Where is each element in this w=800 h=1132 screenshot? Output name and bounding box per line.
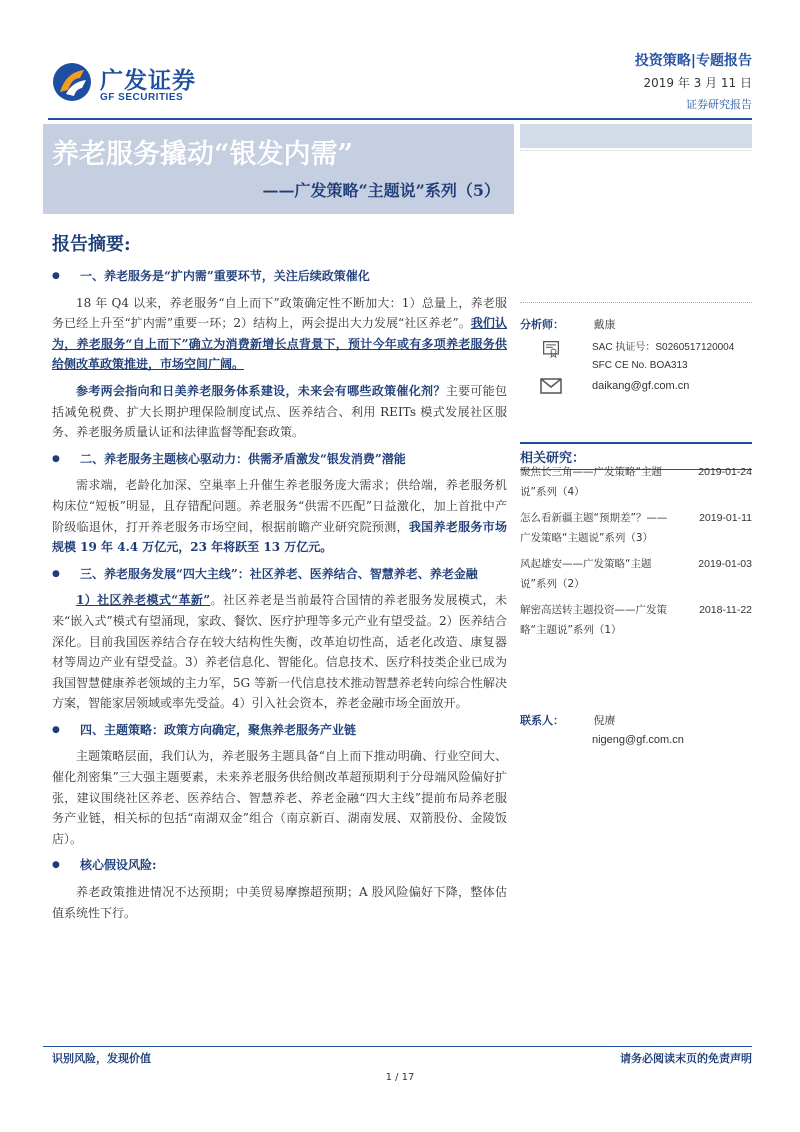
section-bullet: ● 一、养老服务是“扩内需”重要环节，关注后续政策催化 [52,266,507,287]
related-heading: 相关研究： [520,442,752,470]
related-title[interactable]: 风起雄安——广发策略“主题说”系列（2） [520,558,652,590]
related-date: 2019-01-11 [699,512,752,524]
section-paragraph: 18 年 Q4 以来，养老服务“自上而下”政策确定性不断加大：1）总量上，养老服务已经上升至“扩内需”重要一环；2）结构上，两会提出大力发展“社区养老”。我们认为，养老服务“自上而下”确立为消费新增长点背景下，预计今年或有多项养老服务供给侧改革政策推进，市场空间广阔。 [52,295,507,372]
related-title[interactable]: 解密高送转主题投资——广发策略“主题说”系列（1） [520,604,667,636]
section-paragraph: 养老政策推进情况不达预期；中美贸易摩擦超预期；A 股风险偏好下降，整体估值系统性下行。 [52,885,507,920]
related-list [520,462,752,640]
analyst-label: 分析师： [520,318,564,331]
title-side-strip [520,124,752,148]
related-title[interactable]: 聚焦长三角——广发策略“主题说”系列（4） [520,466,662,498]
analyst-block [520,316,752,332]
analyst-sfc: SFC CE No. BOA313 [592,360,688,371]
contact-label: 联系人： [520,714,564,727]
contact-name: 倪赓 [593,714,616,727]
summary-heading: 报告摘要: [52,234,131,255]
mail-icon [540,378,562,398]
related-item[interactable] [520,554,752,594]
section-paragraph: 参考两会指向和日美养老服务体系建设，未来会有哪些政策催化剂？主要可能包括减免税费、扩大长期护理保险制度试点、医养结合、利用 REITs 模式发展社区服务、养老服务质量认证和法律监督等配套政策。 [52,383,507,440]
title-side-rule [520,150,752,151]
analyst-email[interactable]: daikang@gf.com.cn [592,380,690,392]
related-date: 2019-01-24 [698,466,752,478]
section-bullet: ● 三、养老服务发展“四大主线”：社区养老、医养结合、智慧养老、养老金融 [52,564,507,585]
footer-slogan: 识别风险，发现价值 [52,1052,151,1065]
related-date: 2019-01-03 [698,558,752,570]
header-divider [48,118,752,120]
report-date: 2019 年 3 月 11 日 [643,76,752,90]
contact-block [520,712,752,728]
page-title: 养老服务撬动“银发内需” [52,139,354,170]
analyst-sac: SAC 执证号：S0260517120004 [592,342,735,353]
section-bullet: ● 四、主题策略：政策方向确定，聚焦养老服务产业链 [52,720,507,741]
related-item[interactable] [520,508,752,548]
page-number: 1 / 17 [385,1072,415,1083]
section-paragraph: 主题策略层面，我们认为，养老服务主题具备“自上而下推动明确、行业空间大、催化剂密集”三大强主题要素，未来养老服务供给侧改革超预期利于分母端风险偏好扩张，建议围绕社区养老、医养结合、智慧养老、养老金融“四大主线”提前布局养老服务产业链，相关标的包括“南湖双金”组合（南京新百、湖南发展、双箭股份、金陵饭店）。 [52,749,507,846]
related-date: 2018-11-22 [699,604,752,616]
section-bullet: ● 二、养老服务主题核心驱动力：供需矛盾激发“银发消费”潜能 [52,449,507,470]
section-bullet: ● 核心假设风险: [52,855,507,876]
related-item[interactable] [520,600,752,640]
section-paragraph: 需求端，老龄化加深、空巢率上升催生养老服务庞大需求；供给端，养老服务机构床位“短板”明显，且存错配问题。养老服务“供需不匹配”日益激化，加上首批中产阶级临退休，打开养老服务市场空间，根据前瞻产业研究院预测，我国养老服务市场规模 19 年 4.4 万亿元，23 年将跃至 13 万亿元。 [52,478,507,555]
report-category: 证券研究报告 [686,98,752,111]
footer-divider [43,1046,752,1047]
analyst-divider [520,302,752,303]
related-item[interactable] [520,462,752,502]
report-type: 投资策略|专题报告 [634,53,752,69]
footer-disclaimer[interactable]: 请务必阅读末页的免责声明 [620,1052,752,1065]
related-title[interactable]: 怎么看新疆主题“预期差”？——广发策略“主题说”系列（3） [520,512,668,544]
summary-content [52,262,507,929]
section-paragraph: 1）社区养老模式“革新”。社区养老是当前最符合国情的养老服务发展模式，未来“嵌入式”模式有望涌现，家政、餐饮、医疗护理等多元产业有望受益。2）医养结合深化。目前我国医养结合存在较大结构性失衡，改革迫切性高，适老化改造、康复器材等周边产业有望受益。3）养老信息化、智能化。信息技术、医疗科技类企业已成为我国智慧健康养老领域的主力军，5G 等新一代信息技术推动智慧养老转向综合性解决方案，智能家居领域或率先受益。4）引入社会资本，养老金融市场全面放开。 [52,593,507,711]
certificate-icon [540,340,562,362]
analyst-name: 戴康 [593,318,616,331]
gf-logo-icon [52,62,92,102]
contact-email[interactable]: nigeng@gf.com.cn [592,734,684,746]
logo-text-cn: 广发证券 [100,68,196,94]
page-subtitle: ——广发策略“主题说”系列（5） [262,181,500,200]
logo-text-en: GF SECURITIES [100,92,184,103]
